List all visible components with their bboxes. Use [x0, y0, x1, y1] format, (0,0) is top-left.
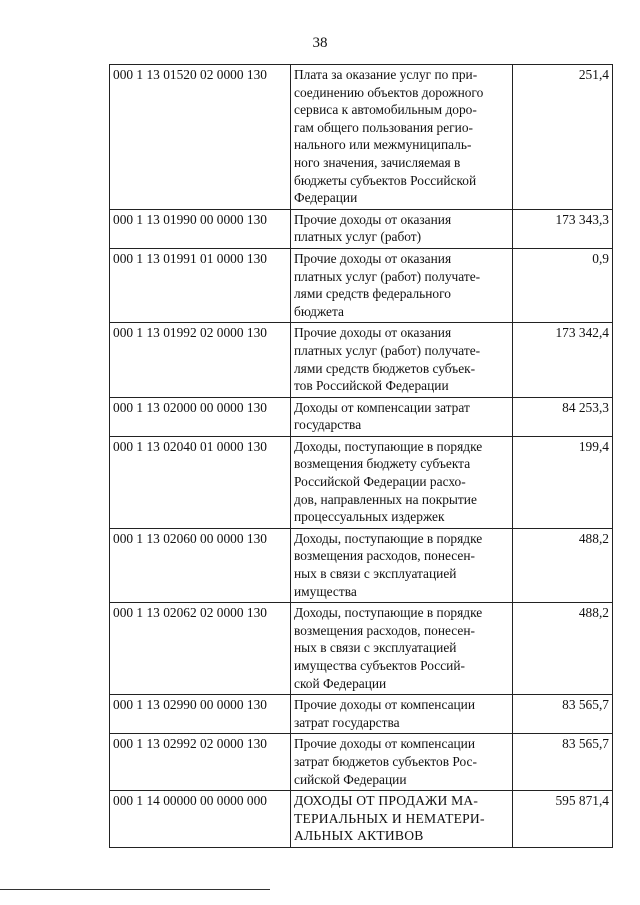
table-row — [110, 528, 613, 602]
amount-cell: 251,4 — [513, 65, 613, 210]
amount-cell: 83 565,7 — [513, 695, 613, 734]
page-number: 38 — [312, 35, 328, 51]
budget-code-cell: 000 1 13 02992 02 0000 130 — [110, 734, 291, 791]
amount-cell: 0,9 — [513, 248, 613, 322]
description-cell — [291, 209, 513, 248]
budget-code-cell: 000 1 13 02040 01 0000 130 — [110, 436, 291, 528]
amount-cell: 173 343,3 — [513, 209, 613, 248]
description-text: Доходы, поступающие в порядке возмещения расходов, понесен- ных в связи с эксплуатацией имущества субъектов Россий- ской Федерации — [294, 605, 483, 691]
description-cell — [291, 791, 513, 848]
description-text: Доходы, поступающие в порядке возмещения расходов, понесен- ных в связи с эксплуатацией имущества — [294, 530, 483, 599]
description-cell — [291, 65, 513, 210]
description-cell — [291, 734, 513, 791]
amount-cell: 173 342,4 — [513, 323, 613, 397]
table-row — [110, 209, 613, 248]
table-row — [110, 65, 613, 210]
budget-code-cell: 000 1 13 01990 00 0000 130 — [110, 209, 291, 248]
amount-cell: 84 253,3 — [513, 397, 613, 436]
description-text: Плата за оказание услуг по при- соединению объектов дорожного сервиса к автомобильным доро- гам общего пользования регио- нального или межмуниципаль- ного значения, зачисляемая в бюджеты субъектов Российской Федерации — [294, 67, 484, 206]
description-cell — [291, 603, 513, 695]
description-text: Прочие доходы от компенсации затрат государства — [294, 697, 476, 730]
description-text: Доходы, поступающие в порядке возмещения бюджету субъекта Российской Федерации расхо- дов, направленных на покрытие процессуальных издержек — [294, 438, 483, 525]
budget-code-cell: 000 1 14 00000 00 0000 000 — [110, 791, 291, 848]
table-row — [110, 734, 613, 791]
footer-rule — [0, 889, 270, 890]
revenue-table — [109, 64, 613, 848]
description-cell — [291, 695, 513, 734]
table-row — [110, 603, 613, 695]
table-row — [110, 323, 613, 397]
description-text: Прочие доходы от оказания платных услуг (работ) получате- лями средств федерального бюджета — [294, 250, 481, 319]
description-text: Доходы от компенсации затрат государства — [294, 399, 470, 433]
description-text: Прочие доходы от оказания платных услуг (работ) — [294, 211, 452, 245]
description-cell — [291, 436, 513, 528]
amount-cell: 83 565,7 — [513, 734, 613, 791]
amount-cell: 199,4 — [513, 436, 613, 528]
amount-cell: 488,2 — [513, 528, 613, 602]
description-text: Прочие доходы от оказания платных услуг (работ) получате- лями средств бюджетов субъек- тов Российской Федерации — [294, 325, 481, 394]
description-cell — [291, 397, 513, 436]
budget-code-cell: 000 1 13 02000 00 0000 130 — [110, 397, 291, 436]
budget-code-cell: 000 1 13 01991 01 0000 130 — [110, 248, 291, 322]
budget-code-cell: 000 1 13 01992 02 0000 130 — [110, 323, 291, 397]
table-row — [110, 436, 613, 528]
table-row — [110, 397, 613, 436]
budget-code-cell: 000 1 13 02062 02 0000 130 — [110, 603, 291, 695]
description-text: Прочие доходы от компенсации затрат бюджетов субъектов Рос- сийской Федерации — [294, 736, 477, 787]
table-row — [110, 248, 613, 322]
description-cell — [291, 248, 513, 322]
description-text: ДОХОДЫ ОТ ПРОДАЖИ МА- ТЕРИАЛЬНЫХ И НЕМАТЕРИ- АЛЬНЫХ АКТИВОВ — [294, 793, 485, 844]
budget-code-cell: 000 1 13 02990 00 0000 130 — [110, 695, 291, 734]
table-row — [110, 791, 613, 848]
table-row — [110, 695, 613, 734]
amount-cell: 488,2 — [513, 603, 613, 695]
description-cell — [291, 323, 513, 397]
amount-cell: 595 871,4 — [513, 791, 613, 848]
description-cell — [291, 528, 513, 602]
budget-code-cell: 000 1 13 01520 02 0000 130 — [110, 65, 291, 210]
budget-code-cell: 000 1 13 02060 00 0000 130 — [110, 528, 291, 602]
